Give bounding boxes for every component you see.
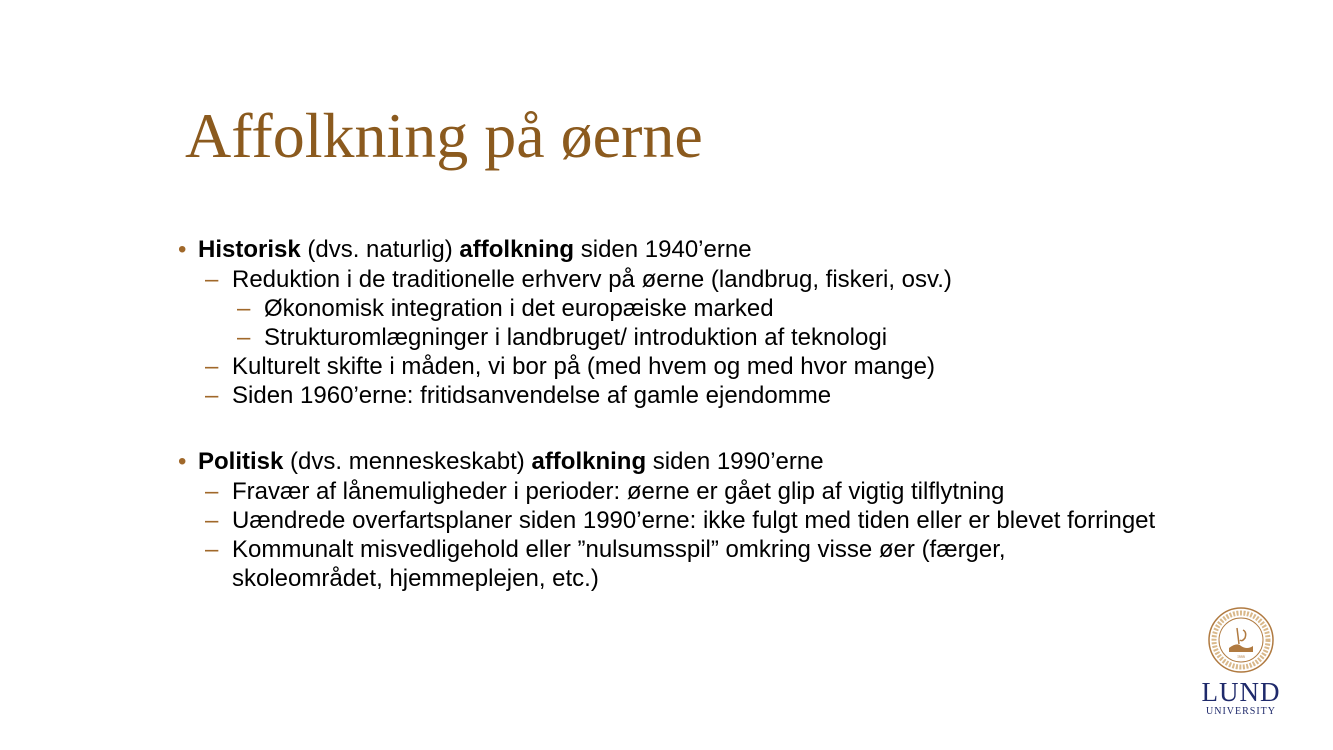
- sub-item: [178, 352, 1158, 381]
- sub-item: [178, 506, 1158, 535]
- dash-icon: –: [205, 382, 219, 409]
- svg-text:1666: 1666: [1237, 654, 1245, 659]
- dash-icon: –: [205, 353, 219, 380]
- sub-sub-item: [178, 323, 1158, 352]
- spacer: [178, 410, 1158, 446]
- text: Kulturelt skifte i måden, vi bor på (med hvem og med hvor mange): [232, 353, 935, 380]
- text: (dvs. naturlig): [300, 236, 460, 263]
- bullet-icon: •: [178, 448, 187, 475]
- slide-title: Affolkning på øerne: [185, 100, 703, 171]
- dash-icon: –: [237, 295, 251, 322]
- text: Siden 1960’erne: fritidsanvendelse af gamle ejendomme: [232, 382, 832, 409]
- dash-icon: –: [205, 536, 219, 563]
- sub-item: [178, 381, 1158, 410]
- dash-icon: –: [205, 266, 219, 293]
- logo-name: LUND: [1201, 677, 1281, 707]
- text: siden 1940’erne: [574, 236, 752, 263]
- text: Reduktion i de traditionelle erhverv på øerne (landbrug, fiskeri, osv.): [232, 266, 952, 293]
- bullet-historisk: [178, 234, 1158, 265]
- dash-icon: –: [205, 478, 219, 505]
- bold-term: affolkning: [531, 448, 647, 475]
- logo-subtitle: UNIVERSITY: [1206, 706, 1276, 717]
- university-seal-icon: [1207, 606, 1275, 674]
- sub-sub-item: [178, 294, 1158, 323]
- lund-university-logo: [1198, 606, 1284, 718]
- text: Strukturomlægninger i landbruget/ introduktion af teknologi: [264, 324, 888, 351]
- slide-content: [178, 234, 1158, 593]
- bold-term: Historisk: [198, 236, 301, 263]
- dash-icon: –: [237, 324, 251, 351]
- sub-item: [178, 477, 1158, 506]
- text: Økonomisk integration i det europæiske marked: [264, 295, 774, 322]
- text: Kommunalt misvedligehold eller ”nulsumsspil” omkring visse øer (færger, skoleområdet, hjemmeplejen, etc.): [232, 536, 1006, 592]
- text: siden 1990’erne: [646, 448, 824, 475]
- sub-item: [178, 265, 1158, 294]
- text: Uændrede overfartsplaner siden 1990’erne: ikke fulgt med tiden eller er blevet forringet: [232, 507, 1156, 534]
- bullet-icon: •: [178, 236, 187, 263]
- bold-term: Politisk: [198, 448, 284, 475]
- dash-icon: –: [205, 507, 219, 534]
- bullet-politisk: [178, 446, 1158, 477]
- text: Fravær af lånemuligheder i perioder: øerne er gået glip af vigtig tilflytning: [232, 478, 1005, 505]
- sub-item: [178, 535, 1158, 593]
- text: (dvs. menneskeskabt): [283, 448, 532, 475]
- bold-term: affolkning: [459, 236, 575, 263]
